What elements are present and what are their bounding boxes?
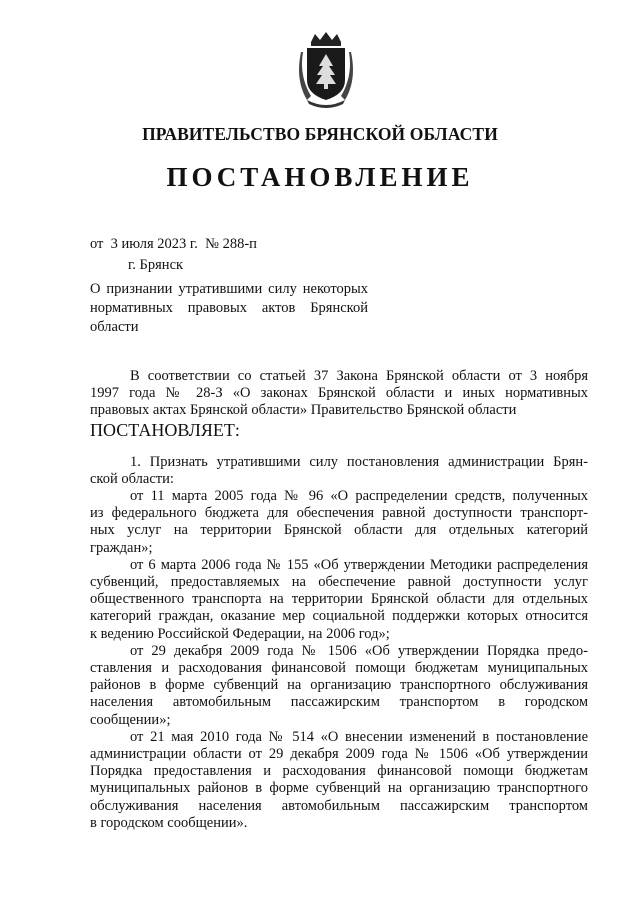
bryansk-coat-of-arms-icon — [297, 30, 355, 110]
repealed-act-3 — [90, 643, 588, 729]
subject-line: О признании утратившими силу некоторых — [90, 281, 368, 297]
repealed-act-2 — [90, 557, 588, 643]
government-title: ПРАВИТЕЛЬСТВО БРЯНСКОЙ ОБЛАСТИ — [142, 124, 498, 144]
act-line: администрации области от 29 декабря 2009 года № 1506 «Об утверждении — [90, 746, 588, 763]
preamble-line: правовых актах Брянской области» Правительство Брянской области — [90, 402, 517, 419]
act-line: от 6 марта 2006 года № 155 «Об утверждении Методики распределения — [130, 556, 588, 573]
act-line: сообщении»; — [90, 711, 171, 728]
item-1-line: 1. Признать утратившими силу постановления администрации Брян- — [130, 453, 588, 470]
act-line: от 29 декабря 2009 года № 1506 «Об утверждении Порядка предо- — [130, 642, 588, 659]
act-line: районов в форме субвенций на организацию транспортного обслуживания — [90, 677, 588, 694]
date-prefix: от — [90, 236, 104, 252]
act-line: населения автомобильным пассажирским транспортом в городском — [90, 694, 588, 711]
act-line: обслуживания населения автомобильным пассажирским транспортом — [90, 797, 588, 814]
act-line: муниципальных районов в форме субвенций на организацию транспортного — [90, 780, 588, 797]
act-line: ных услуг на территории Брянской области для отдельных категорий — [90, 522, 588, 539]
act-line: к ведению Российской Федерации, на 2006 год»; — [90, 625, 390, 642]
act-line: в городском сообщении». — [90, 814, 248, 831]
document-date: 3 июля 2023 г. — [110, 236, 198, 252]
act-line: граждан»; — [90, 539, 153, 556]
document-number: № 288-п — [205, 236, 257, 252]
document-subject — [90, 280, 368, 337]
repealed-act-4 — [90, 729, 588, 832]
subject-line: нормативных правовых актов Брянской — [90, 300, 368, 316]
act-line: общественного транспорта на территории Брянской области для отдельных — [90, 591, 588, 608]
act-line: ставления и расходования финансовой помощи бюджетам муниципальных — [90, 660, 588, 677]
preamble-line: В соответствии со статьей 37 Закона Брянской области от 3 ноября — [130, 368, 588, 384]
act-line: из федерального бюджета для обеспечения равной доступности транспорт- — [90, 505, 588, 522]
act-line: от 21 мая 2010 года № 514 «О внесении изменений в постановление — [130, 728, 588, 745]
act-line: категорий граждан, оказание мер социальной поддержки которых относится — [90, 608, 588, 625]
act-line: Порядка предоставления и расходования финансовой помощи бюджетам — [90, 763, 588, 780]
repealed-act-1 — [90, 488, 588, 557]
item-1-line: ской области: — [90, 470, 174, 487]
preamble-paragraph — [90, 368, 588, 440]
preamble-line: 1997 года № 28-З «О законах Брянской области и иных нормативных — [90, 385, 588, 402]
document-type: ПОСТАНОВЛЕНИЕ — [166, 162, 474, 192]
document-place: г. Брянск — [128, 257, 184, 273]
document-date-line — [90, 236, 257, 253]
act-line: от 11 марта 2005 года № 96 «О распределении средств, полученных — [130, 488, 588, 505]
act-line: субвенций, предоставляемых на обеспечение равной доступности услуг — [90, 574, 588, 591]
document-body — [90, 368, 588, 832]
decree-word: ПОСТАНОВЛЯЕТ: — [90, 419, 240, 440]
subject-line: области — [90, 319, 139, 335]
item-1-paragraph — [90, 454, 588, 488]
